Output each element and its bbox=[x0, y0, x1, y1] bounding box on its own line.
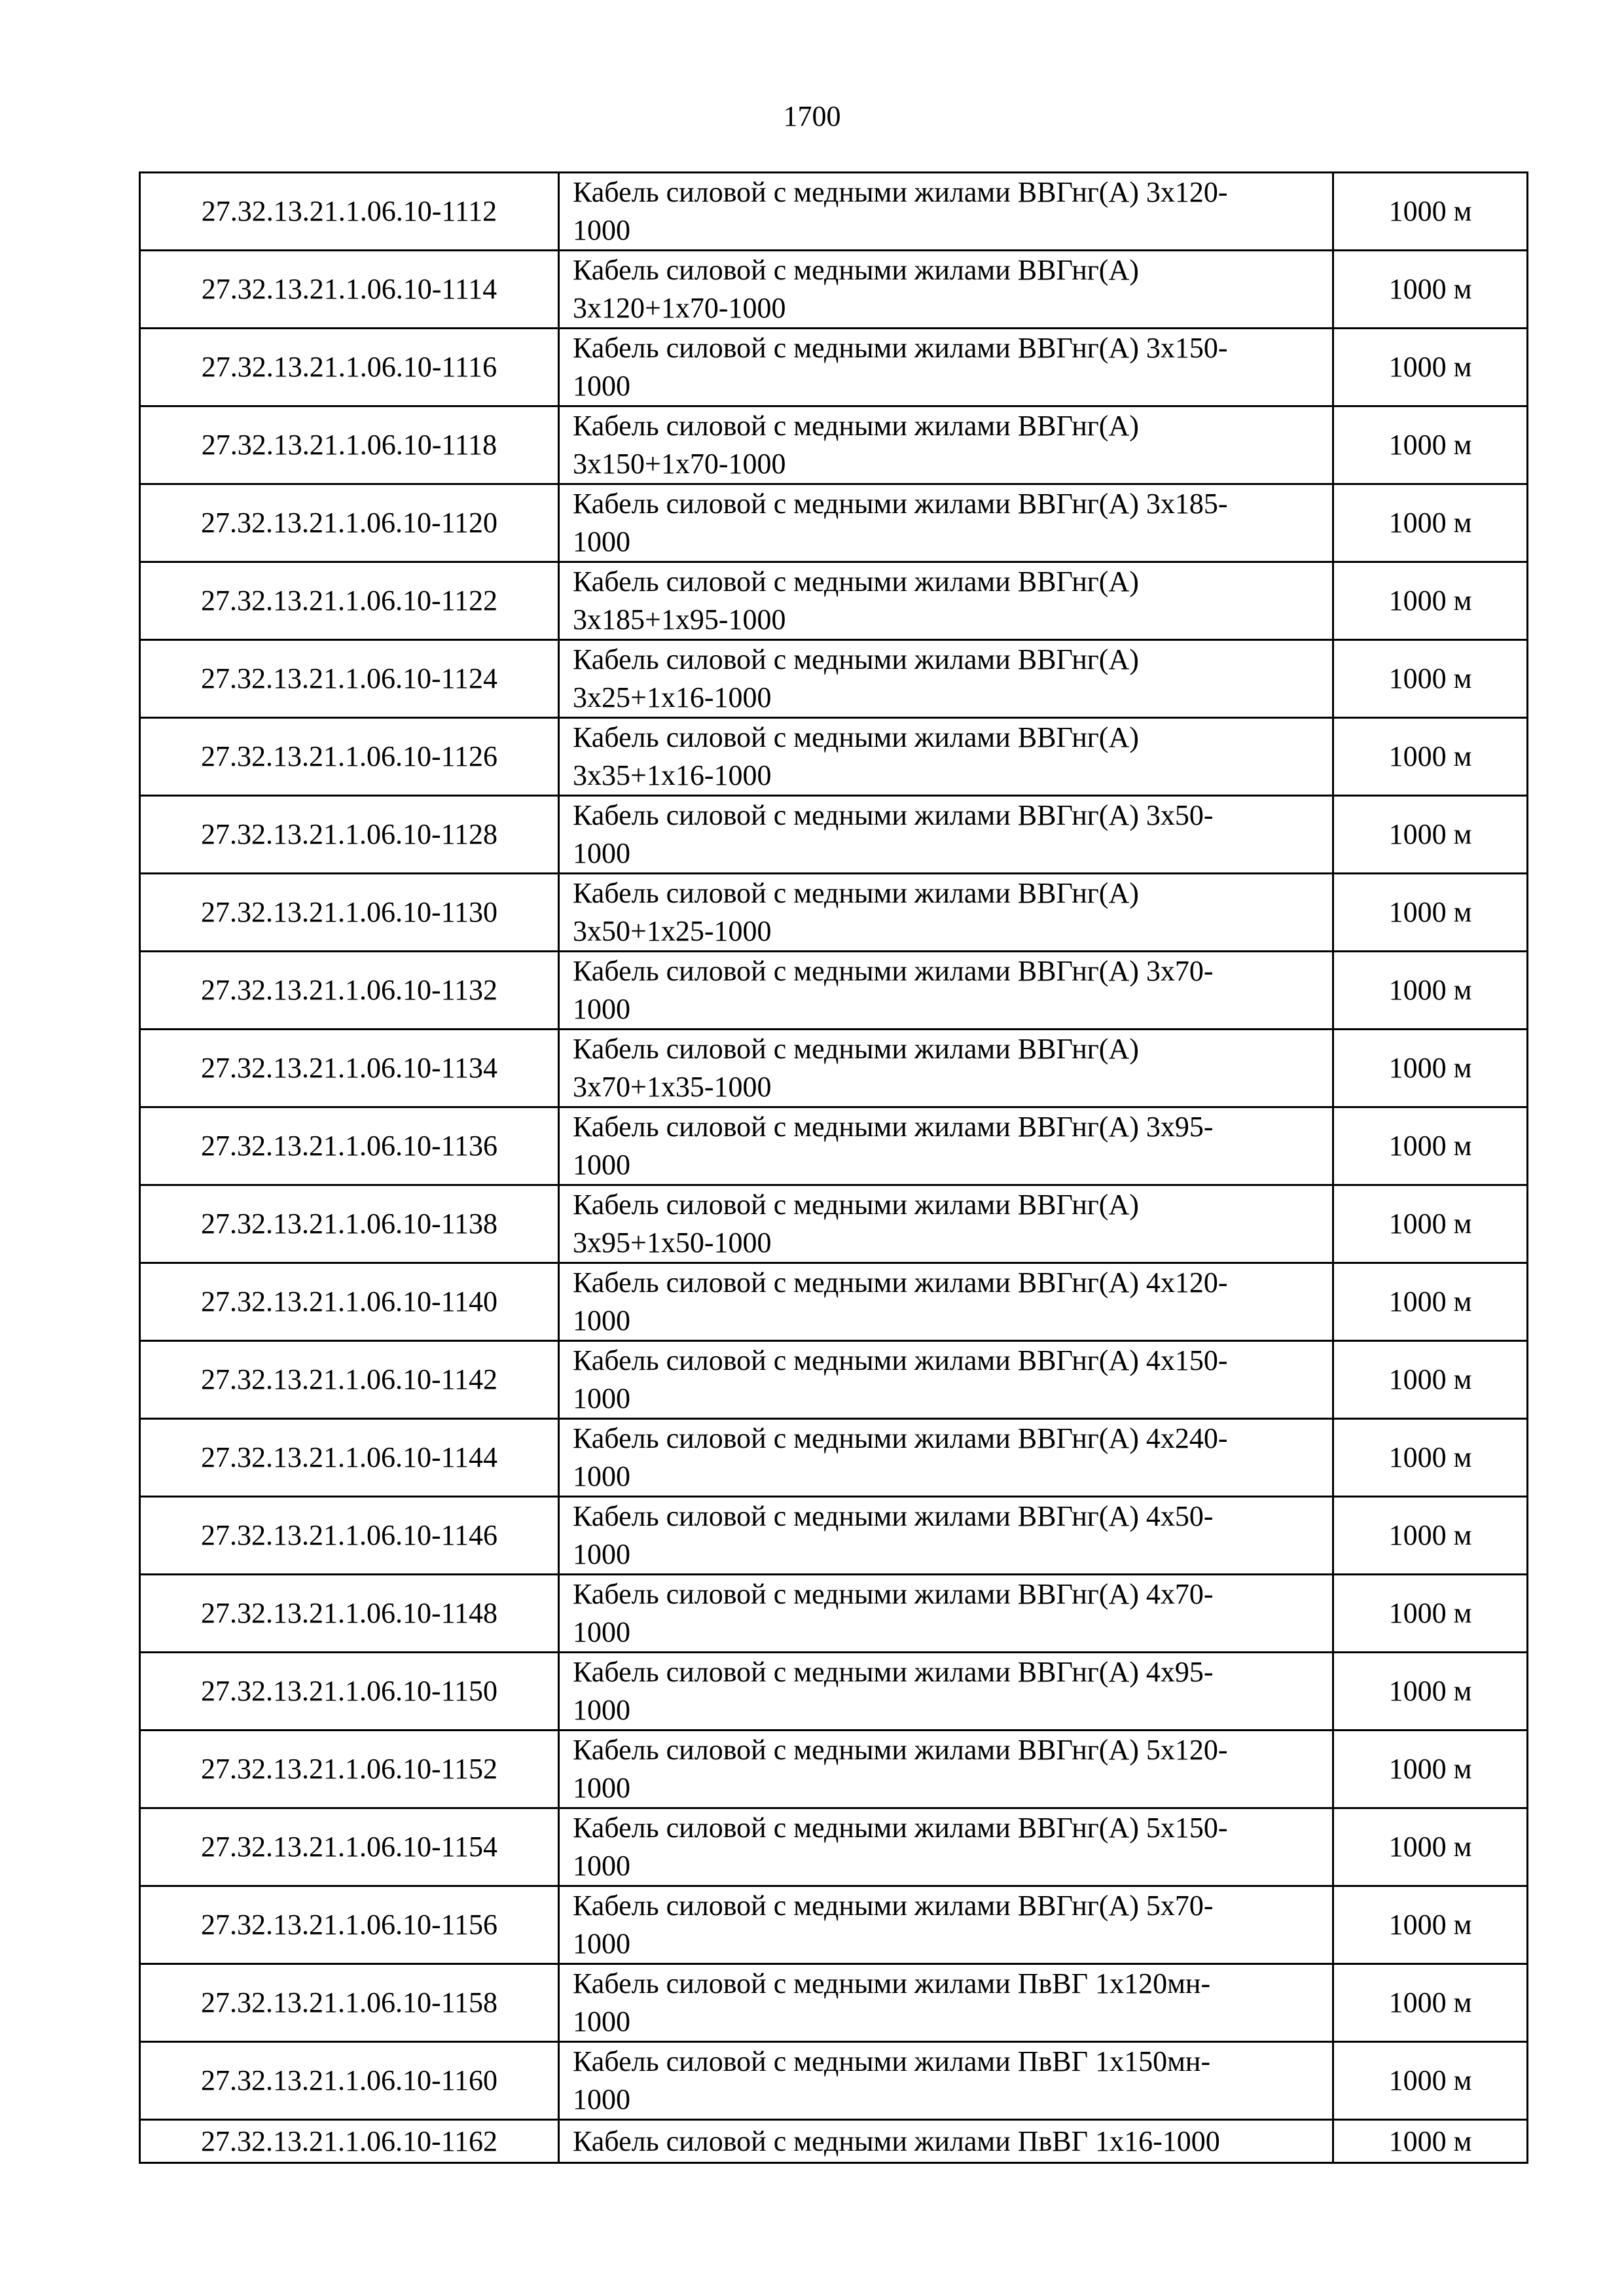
table-row bbox=[140, 329, 1528, 406]
resource-code: 27.32.13.21.1.06.10-1118 bbox=[140, 406, 559, 484]
resource-name-line: 1000 bbox=[573, 1694, 630, 1726]
table-row bbox=[140, 952, 1528, 1030]
unit-of-measure: 1000 м bbox=[1333, 1808, 1528, 1886]
resource-code: 27.32.13.21.1.06.10-1158 bbox=[140, 1964, 559, 2042]
resource-name-line: Кабель силовой с медными жилами ВВГнг(А) 4x120- bbox=[573, 1266, 1228, 1299]
resource-name-line: Кабель силовой с медными жилами ВВГнг(А) 4x95- bbox=[573, 1656, 1214, 1688]
resource-name-line: 3x35+1x16-1000 bbox=[573, 759, 772, 791]
resource-code: 27.32.13.21.1.06.10-1116 bbox=[140, 329, 559, 406]
resource-code: 27.32.13.21.1.06.10-1132 bbox=[140, 952, 559, 1030]
resource-code: 27.32.13.21.1.06.10-1130 bbox=[140, 874, 559, 952]
resource-name bbox=[559, 1808, 1333, 1886]
resource-name bbox=[559, 1731, 1333, 1808]
resource-name-line: 1000 bbox=[573, 1850, 630, 1882]
resource-name bbox=[559, 2120, 1333, 2163]
resource-name bbox=[559, 2042, 1333, 2120]
table-row bbox=[140, 2120, 1528, 2163]
table-row bbox=[140, 1964, 1528, 2042]
table-row bbox=[140, 1497, 1528, 1575]
resource-name-line: 1000 bbox=[573, 1382, 630, 1414]
table-row bbox=[140, 1419, 1528, 1497]
table-row bbox=[140, 1886, 1528, 1964]
resource-name-line: 3x50+1x25-1000 bbox=[573, 915, 772, 947]
resource-name-line: Кабель силовой с медными жилами ПвВГ 1x150мн- bbox=[573, 2045, 1211, 2077]
resource-name-line: 1000 bbox=[573, 214, 630, 246]
resource-name-line: 1000 bbox=[573, 526, 630, 558]
table-row bbox=[140, 1731, 1528, 1808]
table-row bbox=[140, 1107, 1528, 1185]
resource-name bbox=[559, 251, 1333, 329]
resource-name-line: 1000 bbox=[573, 1928, 630, 1960]
resource-name bbox=[559, 1419, 1333, 1497]
table-row bbox=[140, 173, 1528, 251]
unit-of-measure: 1000 м bbox=[1333, 1497, 1528, 1575]
unit-of-measure: 1000 м bbox=[1333, 874, 1528, 952]
resource-code: 27.32.13.21.1.06.10-1124 bbox=[140, 640, 559, 718]
resource-code: 27.32.13.21.1.06.10-1114 bbox=[140, 251, 559, 329]
resource-name-line: Кабель силовой с медными жилами ВВГнг(А) 3x150- bbox=[573, 332, 1228, 364]
resource-name bbox=[559, 484, 1333, 562]
unit-of-measure: 1000 м bbox=[1333, 952, 1528, 1030]
resource-name bbox=[559, 796, 1333, 874]
unit-of-measure: 1000 м bbox=[1333, 2042, 1528, 2120]
table-row bbox=[140, 406, 1528, 484]
resource-name bbox=[559, 1030, 1333, 1107]
table-body bbox=[140, 173, 1528, 2163]
resource-name-line: Кабель силовой с медными жилами ВВГнг(А) bbox=[573, 721, 1139, 753]
resource-name-line: Кабель силовой с медными жилами ВВГнг(А) bbox=[573, 1033, 1139, 1065]
resource-name-line: Кабель силовой с медными жилами ВВГнг(А) 5x150- bbox=[573, 1812, 1228, 1844]
resource-name-line: 1000 bbox=[573, 993, 630, 1025]
resource-name-line: 1000 bbox=[573, 370, 630, 402]
unit-of-measure: 1000 м bbox=[1333, 484, 1528, 562]
resource-name-line: 1000 bbox=[573, 837, 630, 869]
resource-name-line: 3x120+1x70-1000 bbox=[573, 292, 786, 324]
unit-of-measure: 1000 м bbox=[1333, 1653, 1528, 1731]
resource-name bbox=[559, 1653, 1333, 1731]
resource-code: 27.32.13.21.1.06.10-1150 bbox=[140, 1653, 559, 1731]
resource-code: 27.32.13.21.1.06.10-1144 bbox=[140, 1419, 559, 1497]
resource-code: 27.32.13.21.1.06.10-1162 bbox=[140, 2120, 559, 2163]
table-row bbox=[140, 874, 1528, 952]
unit-of-measure: 1000 м bbox=[1333, 173, 1528, 251]
resource-name-line: Кабель силовой с медными жилами ВВГнг(А) 4x150- bbox=[573, 1344, 1228, 1376]
resource-name-line: 1000 bbox=[573, 1616, 630, 1648]
unit-of-measure: 1000 м bbox=[1333, 1731, 1528, 1808]
unit-of-measure: 1000 м bbox=[1333, 1575, 1528, 1653]
resource-name-line: 1000 bbox=[573, 1149, 630, 1181]
resource-name-line: Кабель силовой с медными жилами ВВГнг(А) 4x70- bbox=[573, 1578, 1214, 1610]
resource-table bbox=[139, 171, 1528, 2164]
resource-name bbox=[559, 562, 1333, 640]
resource-name-line: Кабель силовой с медными жилами ВВГнг(А) bbox=[573, 1189, 1139, 1221]
resource-code: 27.32.13.21.1.06.10-1156 bbox=[140, 1886, 559, 1964]
table-row bbox=[140, 1185, 1528, 1263]
resource-name-line: Кабель силовой с медными жилами ВВГнг(А) 4x50- bbox=[573, 1500, 1214, 1532]
resource-code: 27.32.13.21.1.06.10-1146 bbox=[140, 1497, 559, 1575]
table-row bbox=[140, 484, 1528, 562]
unit-of-measure: 1000 м bbox=[1333, 1030, 1528, 1107]
resource-name bbox=[559, 1575, 1333, 1653]
unit-of-measure: 1000 м bbox=[1333, 796, 1528, 874]
resource-name bbox=[559, 1964, 1333, 2042]
unit-of-measure: 1000 м bbox=[1333, 1263, 1528, 1341]
table-row bbox=[140, 1808, 1528, 1886]
resource-name bbox=[559, 718, 1333, 796]
resource-code: 27.32.13.21.1.06.10-1112 bbox=[140, 173, 559, 251]
resource-name-line: 3x25+1x16-1000 bbox=[573, 681, 772, 713]
resource-name bbox=[559, 874, 1333, 952]
resource-name-line: 1000 bbox=[573, 1538, 630, 1570]
table-row bbox=[140, 1030, 1528, 1107]
resource-code: 27.32.13.21.1.06.10-1122 bbox=[140, 562, 559, 640]
table-row bbox=[140, 796, 1528, 874]
unit-of-measure: 1000 м bbox=[1333, 1964, 1528, 2042]
resource-name-line: Кабель силовой с медными жилами ВВГнг(А) 3x120- bbox=[573, 176, 1228, 208]
table-row bbox=[140, 718, 1528, 796]
resource-code: 27.32.13.21.1.06.10-1152 bbox=[140, 1731, 559, 1808]
resource-code: 27.32.13.21.1.06.10-1126 bbox=[140, 718, 559, 796]
table-row bbox=[140, 1263, 1528, 1341]
resource-name-line: Кабель силовой с медными жилами ВВГнг(А) bbox=[573, 410, 1139, 442]
unit-of-measure: 1000 м bbox=[1333, 1341, 1528, 1419]
resource-name-line: 3x70+1x35-1000 bbox=[573, 1071, 772, 1103]
table-row bbox=[140, 1653, 1528, 1731]
resource-code: 27.32.13.21.1.06.10-1138 bbox=[140, 1185, 559, 1263]
resource-name bbox=[559, 1107, 1333, 1185]
page-number: 1700 bbox=[783, 100, 841, 132]
table-row bbox=[140, 2042, 1528, 2120]
table-row bbox=[140, 251, 1528, 329]
resource-name-line: Кабель силовой с медными жилами ВВГнг(А) 3x70- bbox=[573, 955, 1214, 987]
resource-name-line: 1000 bbox=[573, 1772, 630, 1804]
table-row bbox=[140, 640, 1528, 718]
unit-of-measure: 1000 м bbox=[1333, 1886, 1528, 1964]
resource-name-line: Кабель силовой с медными жилами ВВГнг(А) 3x185- bbox=[573, 488, 1228, 520]
resource-name-line: 3x185+1x95-1000 bbox=[573, 603, 786, 636]
resource-name-line: Кабель силовой с медными жилами ВВГнг(А) bbox=[573, 254, 1139, 286]
unit-of-measure: 1000 м bbox=[1333, 1185, 1528, 1263]
table-row bbox=[140, 1341, 1528, 1419]
resource-name-line: 1000 bbox=[573, 1304, 630, 1336]
resource-name bbox=[559, 1263, 1333, 1341]
resource-code: 27.32.13.21.1.06.10-1160 bbox=[140, 2042, 559, 2120]
resource-name bbox=[559, 329, 1333, 406]
unit-of-measure: 1000 м bbox=[1333, 406, 1528, 484]
unit-of-measure: 1000 м bbox=[1333, 251, 1528, 329]
resource-code: 27.32.13.21.1.06.10-1128 bbox=[140, 796, 559, 874]
resource-code: 27.32.13.21.1.06.10-1142 bbox=[140, 1341, 559, 1419]
resource-code: 27.32.13.21.1.06.10-1140 bbox=[140, 1263, 559, 1341]
resource-name bbox=[559, 640, 1333, 718]
table-row bbox=[140, 562, 1528, 640]
resource-name-line: 1000 bbox=[573, 2083, 630, 2115]
resource-name bbox=[559, 952, 1333, 1030]
resource-name bbox=[559, 406, 1333, 484]
resource-name-line: Кабель силовой с медными жилами ПвВГ 1x120мн- bbox=[573, 1967, 1211, 2000]
resource-name bbox=[559, 1341, 1333, 1419]
resource-name-line: Кабель силовой с медными жилами ПвВГ 1x16-1000 bbox=[573, 2125, 1220, 2157]
resource-name bbox=[559, 1185, 1333, 1263]
resource-name bbox=[559, 173, 1333, 251]
unit-of-measure: 1000 м bbox=[1333, 1107, 1528, 1185]
resource-code: 27.32.13.21.1.06.10-1134 bbox=[140, 1030, 559, 1107]
resource-name-line: Кабель силовой с медными жилами ВВГнг(А) 4x240- bbox=[573, 1422, 1228, 1454]
unit-of-measure: 1000 м bbox=[1333, 562, 1528, 640]
resource-code: 27.32.13.21.1.06.10-1120 bbox=[140, 484, 559, 562]
resource-name-line: Кабель силовой с медными жилами ВВГнг(А) bbox=[573, 565, 1139, 598]
resource-name-line: Кабель силовой с медными жилами ВВГнг(А) bbox=[573, 877, 1139, 909]
unit-of-measure: 1000 м bbox=[1333, 640, 1528, 718]
resource-name-line: 1000 bbox=[573, 1460, 630, 1492]
resource-name-line: Кабель силовой с медными жилами ВВГнг(А) bbox=[573, 643, 1139, 675]
resource-code: 27.32.13.21.1.06.10-1154 bbox=[140, 1808, 559, 1886]
unit-of-measure: 1000 м bbox=[1333, 718, 1528, 796]
resource-name-line: Кабель силовой с медными жилами ВВГнг(А) 3x95- bbox=[573, 1111, 1214, 1143]
resource-name-line: Кабель силовой с медными жилами ВВГнг(А) 5x70- bbox=[573, 1890, 1214, 1922]
table-row bbox=[140, 1575, 1528, 1653]
unit-of-measure: 1000 м bbox=[1333, 1419, 1528, 1497]
resource-name-line: 3x95+1x50-1000 bbox=[573, 1227, 772, 1259]
resource-name bbox=[559, 1497, 1333, 1575]
resource-name bbox=[559, 1886, 1333, 1964]
resource-name-line: 1000 bbox=[573, 2005, 630, 2037]
resource-name-line: 3x150+1x70-1000 bbox=[573, 448, 786, 480]
unit-of-measure: 1000 м bbox=[1333, 2120, 1528, 2163]
unit-of-measure: 1000 м bbox=[1333, 329, 1528, 406]
resource-name-line: Кабель силовой с медными жилами ВВГнг(А) 3x50- bbox=[573, 799, 1214, 831]
resource-name-line: Кабель силовой с медными жилами ВВГнг(А) 5x120- bbox=[573, 1734, 1228, 1766]
resource-code: 27.32.13.21.1.06.10-1148 bbox=[140, 1575, 559, 1653]
resource-code: 27.32.13.21.1.06.10-1136 bbox=[140, 1107, 559, 1185]
